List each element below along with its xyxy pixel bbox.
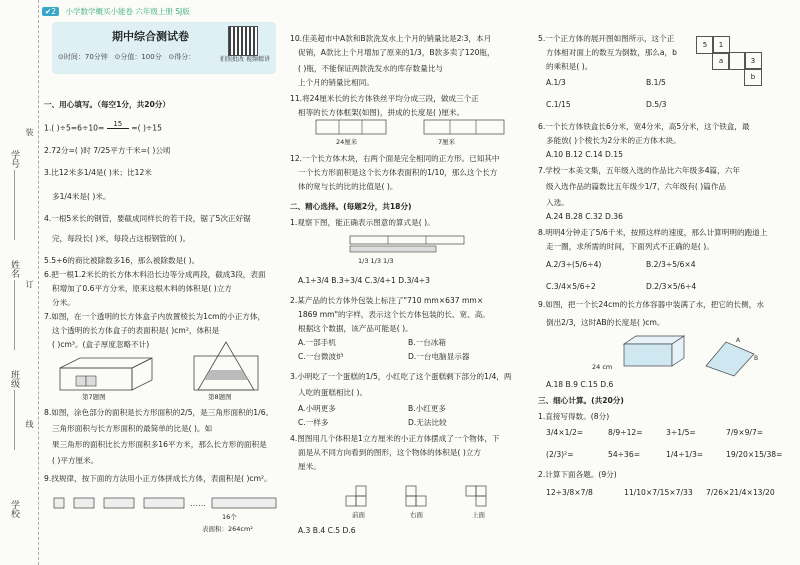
cube-net	[696, 36, 786, 92]
q5-option-a: A.1/3	[546, 78, 566, 87]
net-cell-6: b	[744, 68, 762, 86]
name-label: 姓名	[9, 260, 19, 278]
view-front-label: 前面	[352, 511, 365, 519]
fig11-label-b: 7厘米	[438, 138, 456, 146]
q7b: 这个透明的长方体盒子的表面积是( )cm²，体积是	[52, 326, 220, 335]
q3b: 多1/4米是( )米。	[52, 192, 111, 201]
q5-option-d: D.5/3	[646, 100, 667, 109]
q5-option-c: C.1/15	[546, 100, 571, 109]
fig9-count: 16个	[222, 513, 237, 521]
calc-expr-2: 11/10×7/15×7/33	[624, 488, 693, 497]
q8-option-a: A.2/3÷(5/6÷4)	[546, 260, 602, 269]
q5-option-b: B.1/5	[646, 78, 666, 87]
triangle-figure	[192, 340, 262, 392]
q7a-choice: 7.学校一本美文集，五年级入选的作品比六年级多4篇，六年	[538, 166, 740, 175]
q8-option-b: B.2/3÷5/6×4	[646, 260, 696, 269]
q3-option-c: C.一样多	[298, 418, 329, 427]
exam-title: 期中综合测试卷	[112, 30, 189, 43]
q4b-choice: 面是从不同方向看到的图形，这个物体的体积是( )立方	[298, 448, 481, 457]
calc-part-1-title: 1.直接写得数。(8分)	[538, 412, 610, 421]
calc-item-1: 3/4×1/2=	[546, 428, 584, 437]
q2-option-d: D.一台电脑显示器	[408, 352, 470, 361]
q4a-choice: 4.图图用几个体积是1立方厘米的小正方体摆成了一个物体，下	[290, 434, 500, 443]
net-cell-1: 5	[696, 36, 714, 54]
box-figure	[56, 354, 156, 394]
view-right-label: 右面	[410, 511, 423, 519]
q2a-choice: 2.某产品的长方体外包装上标注了"710 mm×637 mm×	[290, 296, 484, 305]
q3a: 3.比12米多1/4是( )米；比12米	[44, 168, 152, 177]
calc-item-4: 7/9×9/7=	[726, 428, 764, 437]
calc-item-3: 3÷1/5=	[666, 428, 696, 437]
q10c: ( )瓶，不能保证两款洗发水的库存数量比与	[298, 64, 444, 73]
q7c-choice: 入选。	[546, 198, 569, 207]
q1-fraction-num: 15	[113, 120, 123, 128]
seat-line	[14, 170, 15, 240]
section-1-title: 一、用心填写。（每空1分，共20分）	[44, 100, 170, 109]
q11b: 相等的长方体框架(如图)，拼成的长度是( )厘米。	[298, 108, 465, 117]
svg-text:A: A	[736, 337, 741, 344]
q11a: 11.将24厘米长的长方体铁丝平均分成三段，做成三个正	[290, 94, 479, 103]
q1-text-c: =( )÷15	[131, 123, 162, 133]
q8c: 果三角形的面积比长方形面积多16平方米，那么长方形的面积是	[52, 440, 267, 449]
q9-options: A.18 B.9 C.15 D.6	[546, 380, 614, 389]
q2: 2.72分=( )时 7/25平方千米=( )公顷	[44, 146, 171, 155]
q3-option-b: B.小红更多	[408, 404, 446, 413]
q1	[44, 120, 162, 137]
class-line	[14, 390, 15, 450]
q10a: 10.佳美超市中A款和B款洗发水上个月的销量比是2∶3，本月	[290, 34, 492, 43]
fig9-area: 表面积：264cm²	[202, 525, 253, 533]
binding-strip	[0, 0, 39, 565]
net-cell-5: 3	[744, 52, 762, 70]
class-label: 班级	[9, 370, 19, 388]
fig11-label-a: 24厘米	[336, 138, 358, 146]
title-banner	[52, 22, 276, 74]
q1-choice: 1.观察下图，能正确表示图意的算式是( )。	[290, 218, 435, 227]
fig8-caption: 第8题图	[208, 393, 232, 401]
view-top-label: 上面	[472, 511, 485, 519]
got-label: ⊙得分：	[168, 53, 196, 61]
bar-diagram-labels: 1/3 1/3 1/3	[358, 257, 394, 265]
q8b: 三角形面积与长方形面积的最简单的比是( )。如	[52, 424, 213, 433]
calc-item-8: 19/20×15/38=	[726, 450, 783, 459]
svg-text:……: ……	[190, 499, 206, 508]
q3b-choice: 人吃的蛋糕相比( )。	[298, 388, 368, 397]
calc-part-2-title: 2.计算下面各题。(9分)	[538, 470, 617, 479]
q5a-choice: 5.一个正方体的展开图如图所示，这个正	[538, 34, 675, 43]
q12b: 一个长方形面积是这个长方体表面积的1/10，那么这个长方	[298, 168, 498, 177]
q8b-choice: 走一圈，求所需的时间，下面列式不正确的是( )。	[546, 242, 714, 251]
score-label: ⊙分值：100分	[114, 53, 162, 61]
q6a: 6.把一根1.2米长的长方体木料沿长边等分成两段，截成3段，表面	[44, 270, 266, 279]
q5: 5.5÷6的商比被除数多16，那么被除数是( )。	[44, 256, 200, 265]
column-2	[288, 0, 526, 565]
calc-expr-3: 7/26×21/4×13/20	[706, 488, 775, 497]
q7a: 7.如图，在一个透明的长方体盒子内放置棱长为1cm的小正方体，	[44, 312, 266, 321]
q2-option-c: C.一台微波炉	[298, 352, 344, 361]
section-2-title: 二、精心选择。(每题2分，共18分)	[290, 202, 412, 211]
q4-options: A.3 B.4 C.5 D.6	[298, 526, 356, 535]
q6b-choice: 多能放( )个棱长为2分米的正方体木块。	[546, 136, 681, 145]
q1-options: A.1÷3/4 B.3÷3/4 C.3/4÷1 D.3/4÷3	[298, 276, 430, 285]
calc-item-7: 1/4÷1/3=	[666, 450, 704, 459]
q2b-choice: 1869 mm"的字样，表示这个长方体包装的长、宽、高。	[298, 310, 490, 319]
q3a-choice: 3.小明吃了一个蛋糕的1/5，小红吃了这个蛋糕剩下部分的1/4，两	[290, 372, 512, 381]
calc-item-5: (2/3)²=	[546, 450, 574, 459]
q9b-choice: 倒出2/3，这时AB的长度是( )cm。	[546, 318, 665, 327]
q10d: 上个月的销量比相同。	[298, 78, 374, 87]
q8a: 8.如图，涂色部分的面积是长方形面积的2/5，是三角形面积的1/6。	[44, 408, 274, 417]
fig9-length: 24 cm	[592, 363, 613, 371]
qr-caption: 拍照批改 视频精讲	[220, 56, 270, 63]
fig7-caption: 第7题图	[82, 393, 106, 401]
q9a-choice: 9.如图，把一个长24cm的长方体容器中装满了水，把它的长侧，水	[538, 300, 764, 309]
time-label: ⊙时间：70分钟	[58, 53, 108, 61]
calc-expr-1: 12÷3/8×7/8	[546, 488, 593, 497]
cut-mark-1: 装	[25, 128, 34, 136]
three-view-figure	[344, 480, 514, 510]
q7c: ( )cm³。(盒子厚度忽略不计)	[52, 340, 150, 349]
column-3	[536, 0, 794, 565]
series-text: 小学数学概买小能卷 六年级上册 SJ版	[65, 7, 190, 16]
q8d: ( )平方厘米。	[52, 456, 99, 465]
series-header	[42, 6, 190, 17]
q9: 9.找规律，按下面的方法用小正方体拼成长方体，表面积是( )cm²。	[44, 474, 272, 483]
q1-text-a: 1.( )÷5=6÷10=	[44, 123, 105, 133]
q5c-choice: 的乘积是( )。	[546, 62, 593, 71]
calc-item-2: 8/9÷12=	[608, 428, 643, 437]
exam-meta	[58, 52, 195, 62]
q6a-choice: 6.一个长方体铁盒长6分米，宽4分米，高5分米，这个铁盒，最	[538, 122, 750, 131]
q2-option-a: A.一部手机	[298, 338, 336, 347]
seat-label: 学号	[9, 150, 19, 168]
column-1	[42, 0, 280, 565]
cut-mark-2: 订	[25, 280, 34, 288]
q4b: 完，每段长( )米，每段占这根钢管的( )。	[52, 234, 191, 243]
svg-text:B: B	[754, 355, 759, 362]
name-line	[14, 280, 15, 350]
q12c: 体的宽与长的比的比值是( )。	[298, 182, 398, 191]
q8-option-c: C.3/4×5/6÷2	[546, 282, 596, 291]
q5b-choice: 方体相对面上的数互为倒数，那么a，b	[546, 48, 677, 57]
section-3-title: 三、细心计算。(共20分)	[538, 396, 624, 405]
q3-option-d: D.无法比较	[408, 418, 447, 427]
q3-option-a: A.小明更多	[298, 404, 336, 413]
q10b: 促销，A款比上个月增加了原来的1/3，B款多卖了120瓶，	[298, 48, 495, 57]
q2-option-b: B.一台冰箱	[408, 338, 446, 347]
q12a: 12.一个长方体木块，右两个面是完全相同的正方形。已知其中	[290, 154, 500, 163]
q2c-choice: 根据这个数据，该产品可能是( )。	[298, 324, 413, 333]
q6b: 积增加了0.6平方分米，原来这根木料的体积是( )立方	[52, 284, 232, 293]
school-label: 学校	[9, 500, 19, 518]
q4a: 4.一根5米长的钢管，要截成同样长的若干段，锯了5次正好锯	[44, 214, 251, 223]
q7-options: A.24 B.28 C.32 D.36	[546, 212, 623, 221]
calc-item-6: 54÷36=	[608, 450, 641, 459]
bar-diagram	[348, 232, 468, 258]
q4c-choice: 厘米。	[298, 462, 321, 471]
net-cell-3: a	[712, 52, 730, 70]
qr-code-icon[interactable]	[228, 26, 258, 56]
q8a-choice: 8.明明4分钟走了5/6千米，按照这样的速度，那么计算明明的跑道上	[538, 228, 768, 237]
q7b-choice: 级入选作品的篇数比五年级少1/7，六年级有( )篇作品	[546, 182, 727, 191]
q6-options: A.10 B.12 C.14 D.15	[546, 150, 623, 159]
cut-mark-3: 线	[25, 420, 34, 428]
series-tag: ✔2	[42, 7, 59, 16]
q8-option-d: D.2/3×5/6÷4	[646, 282, 697, 291]
cube-pattern-figure	[52, 488, 282, 518]
q6c: 分米。	[52, 298, 75, 307]
net-cell-2: 1	[712, 36, 730, 54]
